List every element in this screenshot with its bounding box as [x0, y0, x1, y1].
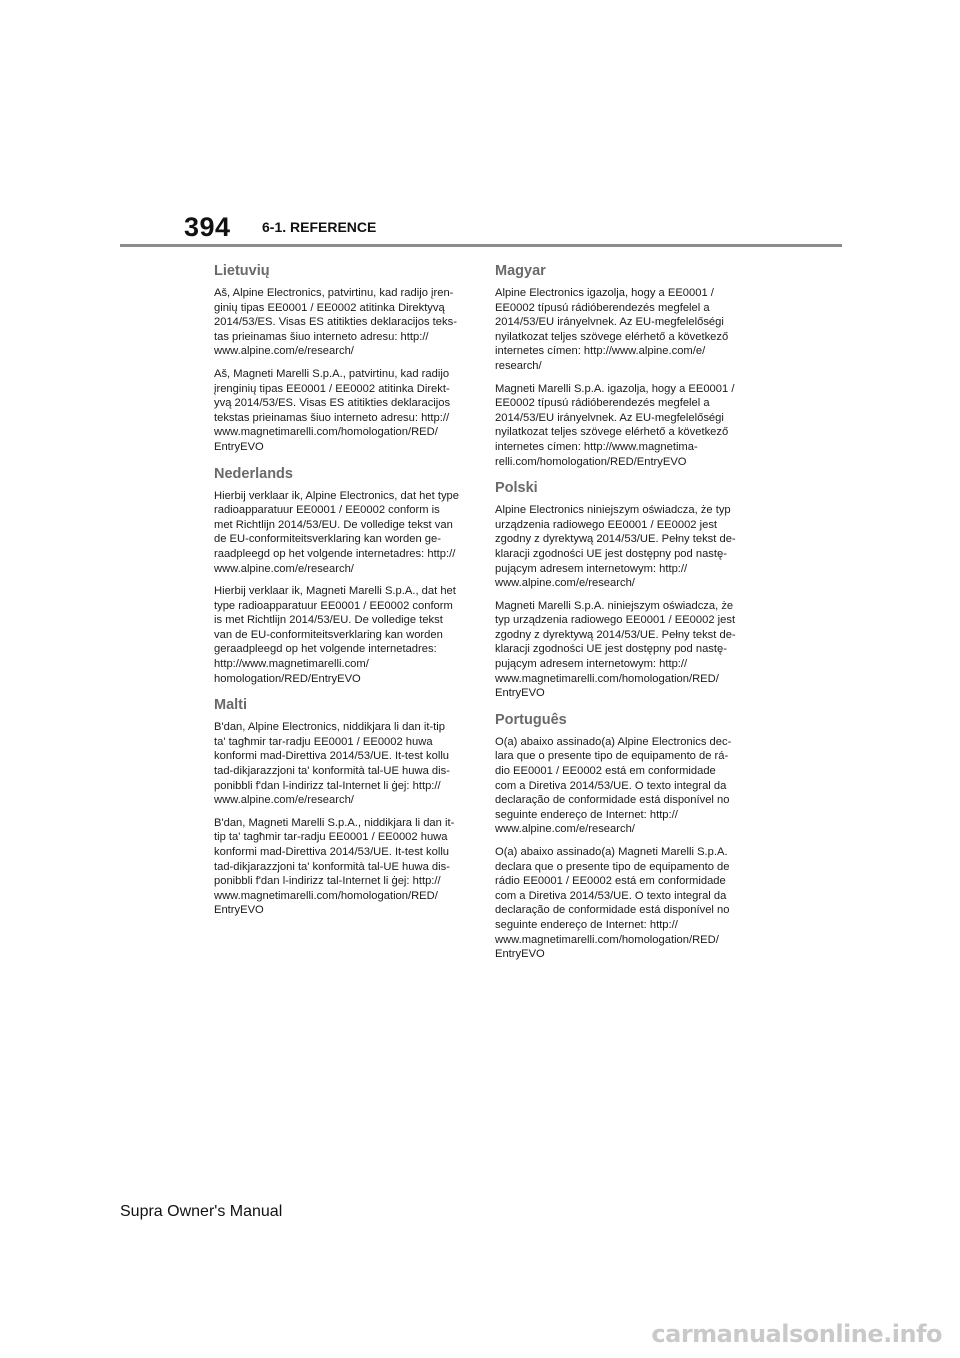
paragraph: Alpine Electronics igazolja, hogy a EE0001 / EE0002 típusú rádióberendezés megfelel a 2014/53/EU irányelvnek. Az EU-megfelelőségi nyilatkozat teljes szövege elérhető a következő internetes címen: http://www.alpine.com/e/ research/	[495, 287, 729, 372]
language-heading: Magyar	[495, 263, 546, 279]
section-lietuviu	[214, 262, 466, 455]
language-heading: Português	[495, 711, 567, 728]
paragraph: Alpine Electronics niniejszym oświadcza, że typ urządzenia radiowego EE0001 / EE0002 jest zgodny z dyrektywą 2014/53/UE. Pełny tekst de- klaracji zgodności UE jest dostępny pod nastę- pującym adresem internetowym: http:// www.alpine.com/e/research/	[495, 504, 736, 590]
language-heading: Nederlands	[214, 465, 293, 482]
paragraph: Hierbij verklaar ik, Alpine Electronics, dat het type radioapparatuur EE0001 / EE0002 conform is met Richtlijn 2014/53/EU. De volledige tekst van de EU-conformiteitsverklaring kan worden ge- raadpleegd op het volgende internetadres: http:// www.alpine.com/e/research/	[214, 489, 459, 575]
watermark: carmanualsonline.info	[651, 1320, 942, 1348]
language-heading: Malti	[214, 697, 248, 714]
header-divider	[120, 244, 842, 247]
section-nederlands	[214, 465, 466, 687]
section-malti	[214, 696, 466, 918]
paragraph: Magneti Marelli S.p.A. niniejszym oświadcza, że typ urządzenia radiowego EE0001 / EE0002 jest zgodny z dyrektywą 2014/53/UE. Pełny tekst de- klaracji zgodności UE jest dostępny pod nastę- pującym adresem internetowym: http:// www.magnetimarelli.com/homologation/RED/ EntryEVO	[495, 599, 736, 700]
paragraph: Hierbij verklaar ik, Magneti Marelli S.p.A., dat het type radioapparatuur EE0001 / EE0002 conform is met Richtlijn 2014/53/EU. De volledige tekst van de EU-conformiteitsverklaring kan worden geraadpleegd op het volgende internetadres: http://www.magnetimarelli.com/ homologation/RED/EntryEVO	[214, 585, 456, 685]
language-heading: Lietuvių	[214, 263, 270, 279]
paragraph: Aš, Magneti Marelli S.p.A., patvirtinu, kad radijo įrenginių tipas EE0001 / EE0002 atitinka Direkt- yvą 2014/53/ES. Visas ES atitikties deklaracijos tekstas prieinamas šiuo interneto adresu: http:// www.magnetimarelli.com/homologation/RED/ EntryEVO	[214, 367, 451, 453]
section-polski	[495, 479, 747, 701]
page-number: 394	[184, 212, 231, 242]
section-magyar	[495, 262, 747, 469]
paragraph: O(a) abaixo assinado(a) Alpine Electronics dec- lara que o presente tipo de equipamento de rá- dio EE0001 / EE0002 está em conformidade com a Diretiva 2014/53/UE. O texto integral da declaração de conformidade está disponível no seguinte endereço de Internet: http:// www.alpine.com/e/research/	[495, 735, 732, 836]
right-column	[495, 262, 747, 972]
left-column	[214, 262, 466, 928]
paragraph: Aš, Alpine Electronics, patvirtinu, kad radijo įren- ginių tipas EE0001 / EE0002 atitinka Direktyvą 2014/53/ES. Visas ES atitikties deklaracijos teks- tas prieinamas šiuo interneto adresu: http:// www.alpine.com/e/research/	[214, 287, 457, 358]
section-title: 6-1. REFERENCE	[262, 219, 377, 235]
language-heading: Polski	[495, 480, 538, 497]
paragraph: Magneti Marelli S.p.A. igazolja, hogy a EE0001 / EE0002 típusú rádióberendezés megfelel a 2014/53/EU irányelvnek. Az EU-megfelelőségi nyilatkozat teljes szövege elérhető a következő internetes címen: http://www.magnetima- relli.com/homologation/RED/EntryEVO	[495, 382, 735, 468]
manual-title: Supra Owner's Manual	[120, 1203, 283, 1220]
paragraph: B'dan, Magneti Marelli S.p.A., niddikjara li dan it- tip ta' tagħmir tar-radju EE0001 / EE0002 huwa konformi mad-Direttiva 2014/53/UE. It-test kollu tad-dikjarazzjoni ta' konformità tal-UE huwa dis- ponibbli f'dan l-indirizz tal-Internet li ġej: http:// www.magnetimarelli.com/homologation/RED/ EntryEVO	[214, 816, 455, 917]
paragraph: B'dan, Alpine Electronics, niddikjara li dan it-tip ta' tagħmir tar-radju EE0001 / EE0002 huwa konformi mad-Direttiva 2014/53/UE. It-test kollu tad-dikjarazzjoni ta' konformità tal-UE huwa dis- ponibbli f'dan l-indirizz tal-Internet li ġej: http:// www.alpine.com/e/research/	[214, 721, 450, 807]
section-portugues	[495, 711, 747, 962]
paragraph: O(a) abaixo assinado(a) Magneti Marelli S.p.A. declara que o presente tipo de equipamento de rádio EE0001 / EE0002 está em conformidade com a Diretiva 2014/53/UE. O texto integral da declaração de conformidade está disponível no seguinte endereço de Internet: http:// www.magnetimarelli.com/homologation/RED/ EntryEVO	[495, 846, 730, 961]
